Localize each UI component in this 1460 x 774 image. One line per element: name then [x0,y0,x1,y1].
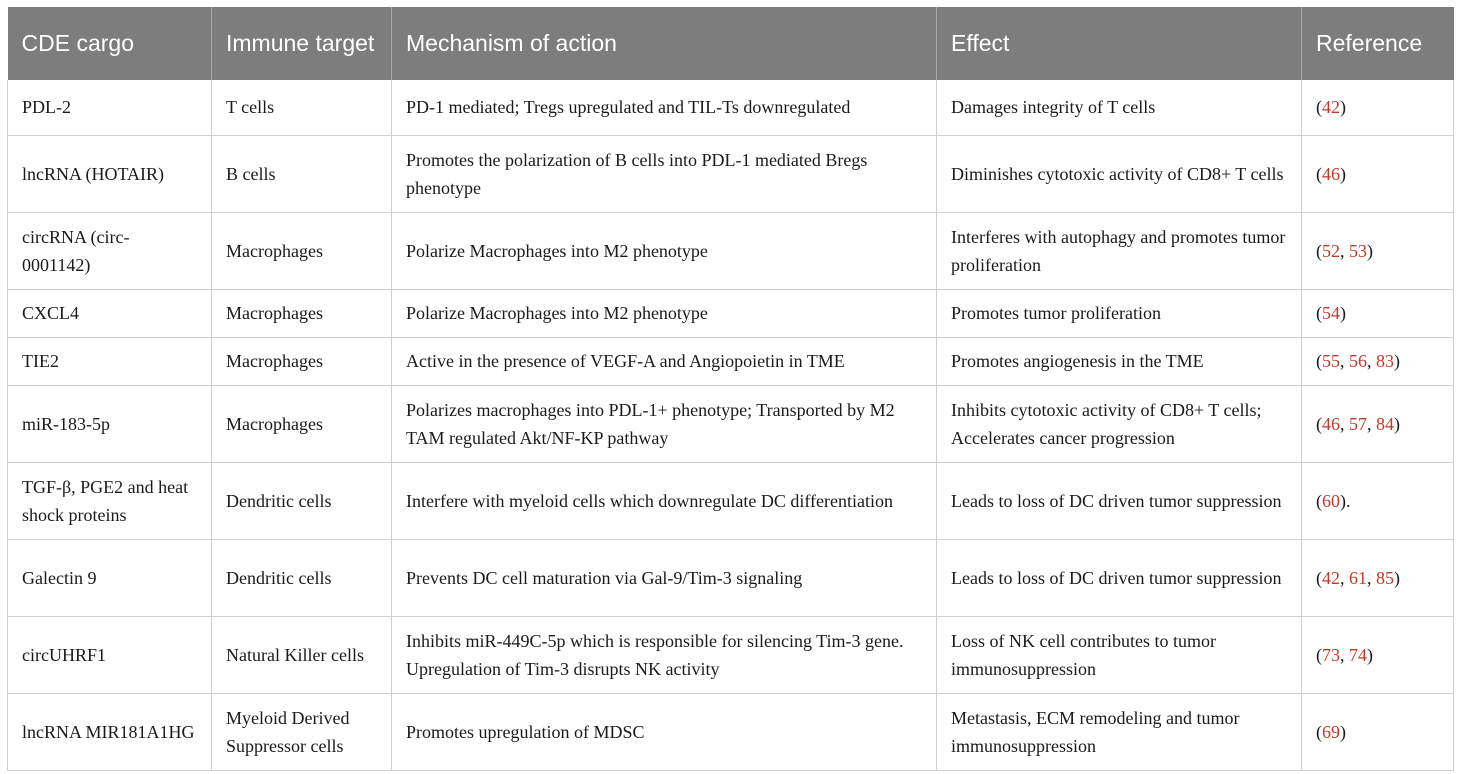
reference-separator: , [1367,567,1376,588]
reference-open-paren: ( [1316,413,1322,434]
mechanism-cell: Polarizes macrophages into PDL-1+ phenotype; Transported by M2 TAM regulated Akt/NF-KP pathway [392,385,937,462]
reference-link[interactable]: 54 [1322,303,1340,323]
immune-target-cell: Macrophages [212,289,392,337]
table-row [8,539,1454,616]
mechanism-cell: Active in the presence of VEGF-A and Angiopoietin in TME [392,337,937,385]
mechanism-cell: Polarize Macrophages into M2 phenotype [392,212,937,289]
reference-separator: , [1340,567,1349,588]
reference-link[interactable]: 55 [1322,351,1340,371]
header-immune-target: Immune target [212,7,392,80]
mechanism-cell: Promotes the polarization of B cells into PDL-1 mediated Bregs phenotype [392,135,937,212]
reference-separator: , [1340,644,1349,665]
reference-cell [1302,616,1454,693]
table-row [8,212,1454,289]
reference-open-paren: ( [1316,303,1322,323]
immune-target-cell: Macrophages [212,337,392,385]
cde-cargo-cell: miR-183-5p [8,385,212,462]
reference-close-paren: ) [1340,97,1346,118]
reference-separator: , [1367,413,1376,434]
effect-cell: Promotes tumor proliferation [937,289,1302,337]
immune-target-cell: T cells [212,80,392,135]
reference-cell [1302,693,1454,770]
effect-cell: Damages integrity of T cells [937,80,1302,135]
immune-target-cell: Macrophages [212,385,392,462]
immune-target-cell: Myeloid Derived Suppressor cells [212,693,392,770]
effect-cell: Metastasis, ECM remodeling and tumor immunosuppression [937,693,1302,770]
immune-target-cell: Dendritic cells [212,539,392,616]
table-row [8,135,1454,212]
reference-separator: , [1340,413,1349,434]
cde-cargo-cell: TIE2 [8,337,212,385]
immune-cargo-table [7,7,1454,771]
reference-open-paren: ( [1316,163,1322,184]
reference-close-paren: ) [1394,413,1400,434]
effect-cell: Diminishes cytotoxic activity of CD8+ T cells [937,135,1302,212]
reference-link[interactable]: 52 [1322,240,1340,261]
reference-cell [1302,135,1454,212]
table-row [8,462,1454,539]
header-cde-cargo: CDE cargo [8,7,212,80]
reference-cell [1302,462,1454,539]
reference-link[interactable]: 57 [1349,413,1367,434]
header-reference: Reference [1302,7,1454,80]
reference-cell [1302,212,1454,289]
effect-cell: Interferes with autophagy and promotes tumor proliferation [937,212,1302,289]
reference-open-paren: ( [1316,490,1322,511]
mechanism-cell: PD-1 mediated; Tregs upregulated and TIL-Ts downregulated [392,80,937,135]
reference-link[interactable]: 42 [1322,97,1340,118]
cde-cargo-cell: circUHRF1 [8,616,212,693]
reference-link[interactable]: 74 [1349,644,1367,665]
table-container [7,7,1453,771]
reference-link[interactable]: 46 [1322,413,1340,434]
reference-cell [1302,337,1454,385]
effect-cell: Promotes angiogenesis in the TME [937,337,1302,385]
reference-open-paren: ( [1316,240,1322,261]
table-row [8,616,1454,693]
reference-close-paren: ) [1394,351,1400,371]
reference-suffix: . [1346,490,1351,511]
mechanism-cell: Interfere with myeloid cells which downregulate DC differentiation [392,462,937,539]
reference-link[interactable]: 83 [1376,351,1394,371]
mechanism-cell: Prevents DC cell maturation via Gal-9/Tim-3 signaling [392,539,937,616]
immune-target-cell: B cells [212,135,392,212]
reference-cell [1302,80,1454,135]
mechanism-cell: Promotes upregulation of MDSC [392,693,937,770]
immune-target-cell: Dendritic cells [212,462,392,539]
immune-target-cell: Macrophages [212,212,392,289]
reference-separator: , [1340,240,1349,261]
reference-open-paren: ( [1316,351,1322,371]
cde-cargo-cell: PDL-2 [8,80,212,135]
reference-open-paren: ( [1316,721,1322,742]
reference-link[interactable]: 84 [1376,413,1394,434]
mechanism-cell: Polarize Macrophages into M2 phenotype [392,289,937,337]
reference-link[interactable]: 69 [1322,721,1340,742]
reference-close-paren: ) [1340,163,1346,184]
table-row [8,80,1454,135]
cde-cargo-cell: TGF-β, PGE2 and heat shock proteins [8,462,212,539]
cde-cargo-cell: lncRNA MIR181A1HG [8,693,212,770]
reference-link[interactable]: 42 [1322,567,1340,588]
header-mechanism-of-action: Mechanism of action [392,7,937,80]
cde-cargo-cell: CXCL4 [8,289,212,337]
reference-cell [1302,385,1454,462]
reference-link[interactable]: 53 [1349,240,1367,261]
table-row [8,693,1454,770]
cde-cargo-cell: Galectin 9 [8,539,212,616]
reference-link[interactable]: 73 [1322,644,1340,665]
header-row [8,7,1454,80]
reference-open-paren: ( [1316,644,1322,665]
effect-cell: Inhibits cytotoxic activity of CD8+ T cells; Accelerates cancer progression [937,385,1302,462]
table-body [8,80,1454,770]
reference-close-paren: ) [1367,240,1373,261]
table-header [8,7,1454,80]
effect-cell: Loss of NK cell contributes to tumor immunosuppression [937,616,1302,693]
cde-cargo-cell: circRNA (circ-0001142) [8,212,212,289]
reference-open-paren: ( [1316,567,1322,588]
table-row [8,385,1454,462]
table-row [8,337,1454,385]
table-row [8,289,1454,337]
reference-close-paren: ) [1340,303,1346,323]
reference-close-paren: ) [1367,644,1373,665]
reference-link[interactable]: 46 [1322,163,1340,184]
reference-cell [1302,539,1454,616]
reference-close-paren: ) [1394,567,1400,588]
reference-close-paren: ) [1340,721,1346,742]
reference-link[interactable]: 60 [1322,490,1340,511]
reference-close-paren: ) [1340,490,1346,511]
reference-link[interactable]: 61 [1349,567,1367,588]
reference-separator: , [1367,351,1376,371]
effect-cell: Leads to loss of DC driven tumor suppression [937,462,1302,539]
reference-link[interactable]: 56 [1349,351,1367,371]
mechanism-cell: Inhibits miR-449C-5p which is responsible for silencing Tim-3 gene. Upregulation of Tim-3 disrupts NK activity [392,616,937,693]
immune-target-cell: Natural Killer cells [212,616,392,693]
reference-link[interactable]: 85 [1376,567,1394,588]
reference-separator: , [1340,351,1349,371]
reference-cell [1302,289,1454,337]
cde-cargo-cell: lncRNA (HOTAIR) [8,135,212,212]
reference-open-paren: ( [1316,97,1322,118]
effect-cell: Leads to loss of DC driven tumor suppression [937,539,1302,616]
header-effect: Effect [937,7,1302,80]
